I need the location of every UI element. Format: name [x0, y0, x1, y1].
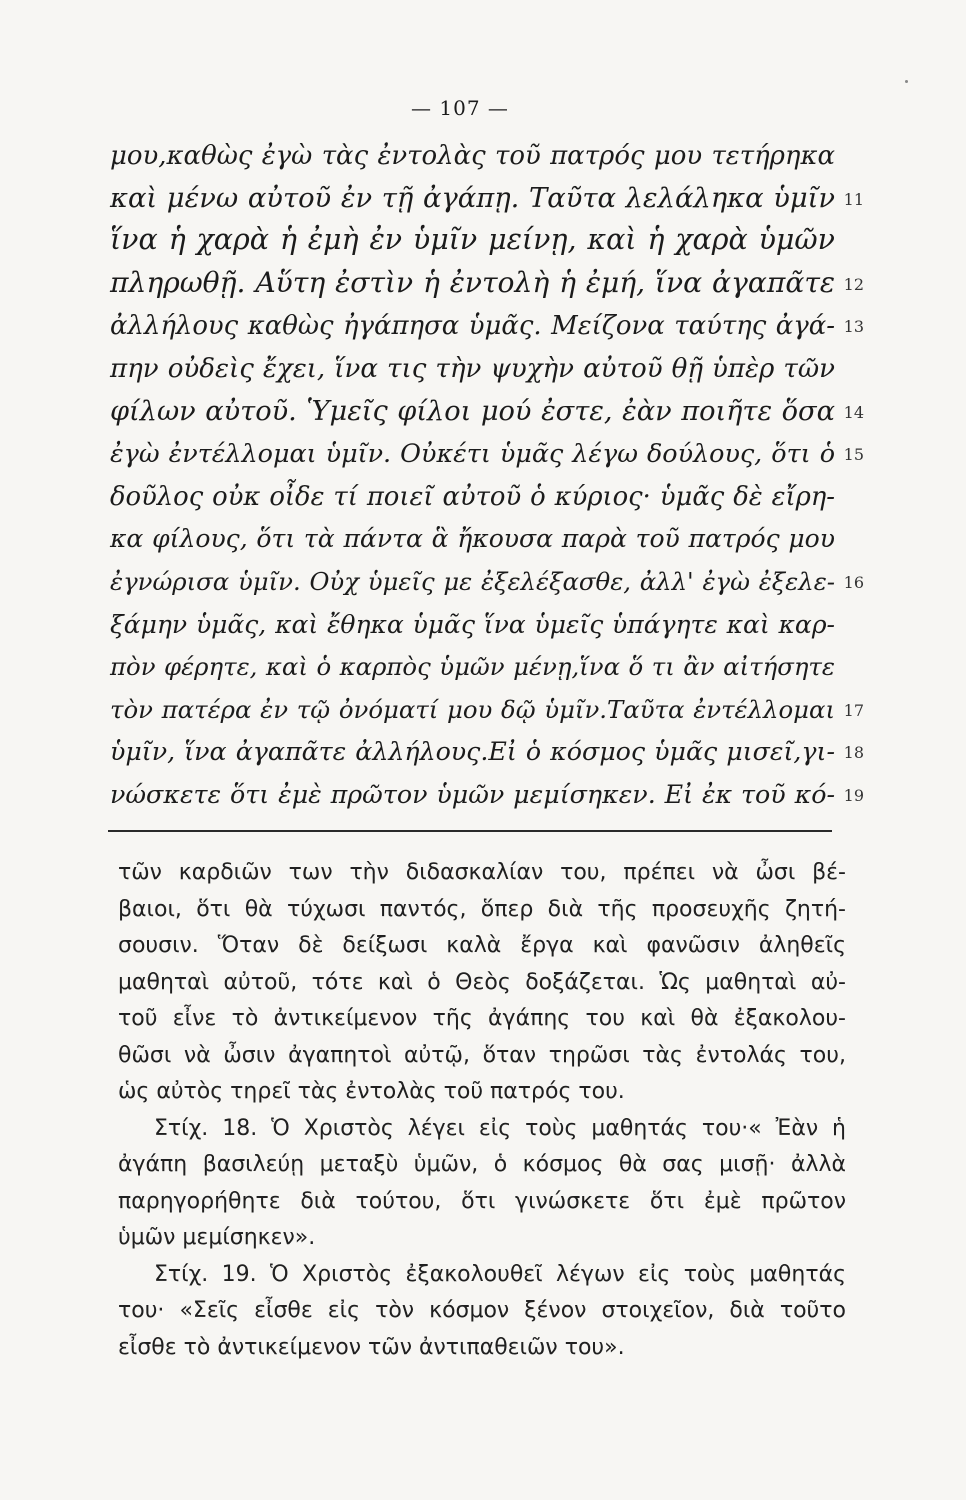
- scripture-line-text: φίλων αὐτοῦ. Ὑμεῖς φίλοι μού ἐστε, ἐὰν ποιῆτε ὅσα: [110, 395, 835, 427]
- scripture-line: [110, 304, 870, 347]
- commentary-line: [118, 1293, 846, 1330]
- verse-number: 19: [843, 785, 864, 805]
- scripture-line-text: ἐγὼ ἐντέλλομαι ὑμῖν. Οὐκέτι ὑμᾶς λέγω δούλους, ὅτι ὁ: [110, 438, 835, 469]
- commentary-line: [118, 1257, 846, 1294]
- scripture-line: [110, 347, 870, 390]
- commentary-line-text: ὡς αὐτὸς τηρεῖ τὰς ἐντολὰς τοῦ πατρός του.: [118, 1079, 625, 1104]
- verse-number: 11: [843, 189, 864, 209]
- commentary-line: [118, 1330, 846, 1367]
- commentary-line-text: Στίχ. 18. Ὁ Χριστὸς λέγει εἰς τοὺς μαθητάς του·« Ἐὰν ἡ: [154, 1115, 846, 1141]
- commentary-line: [118, 1111, 846, 1148]
- scripture-line: [110, 219, 870, 262]
- commentary-line: [118, 1074, 846, 1111]
- scripture-line-text: ὑμῖν, ἵνα ἀγαπᾶτε ἀλλήλους.Εἰ ὁ κόσμος ὑμᾶς μισεῖ,γι-: [110, 737, 835, 767]
- scripture-line-text: ἐγνώρισα ὑμῖν. Οὐχ ὑμεῖς με ἐξελέξασθε, ἀλλ' ἐγὼ ἐξελε-: [110, 566, 835, 596]
- scripture-line: [110, 177, 870, 220]
- scripture-line: [110, 773, 870, 816]
- commentary-line-text: μαθηταὶ αὐτοῦ, τότε καὶ ὁ Θεὸς δοξάζεται. Ὡς μαθηταὶ αὐ-: [118, 969, 846, 995]
- scripture-line-text: πὸν φέρητε, καὶ ὁ καρπὸς ὑμῶν μένῃ,ἵνα ὅ τι ἂν αἰτήσητε: [110, 652, 835, 682]
- scripture-line-text: ξάμην ὑμᾶς, καὶ ἔθηκα ὑμᾶς ἵνα ὑμεῖς ὑπάγητε καὶ καρ-: [110, 609, 835, 639]
- commentary-line: [118, 965, 846, 1002]
- commentary-line: [118, 1184, 846, 1221]
- commentary-line: [118, 892, 846, 929]
- scripture-text-block: [110, 134, 870, 816]
- verse-number: 17: [843, 700, 864, 720]
- scripture-line: [110, 134, 870, 177]
- scripture-line: [110, 390, 870, 433]
- scripture-line: [110, 645, 870, 688]
- verse-number: 16: [843, 572, 864, 592]
- scripture-line: [110, 560, 870, 603]
- commentary-line: [118, 1147, 846, 1184]
- scripture-line: [110, 603, 870, 646]
- commentary-line: [118, 1220, 846, 1257]
- commentary-line-text: εἶσθε τὸ ἀντικείμενον τῶν ἀντιπαθειῶν του».: [118, 1334, 625, 1360]
- scripture-line-text: ἵνα ἡ χαρὰ ἡ ἐμὴ ἐν ὑμῖν μείνῃ, καὶ ἡ χαρὰ ὑμῶν: [110, 223, 835, 257]
- commentary-line: [118, 928, 846, 965]
- scripture-line-text: μου,καθὼς ἐγὼ τὰς ἐντολὰς τοῦ πατρός μου τετήρηκα: [110, 141, 835, 171]
- scripture-line-text: νώσκετε ὅτι ἐμὲ πρῶτον ὑμῶν μεμίσηκεν. Εἰ ἐκ τοῦ κό-: [110, 778, 835, 809]
- page-number: — 107 —: [411, 96, 509, 120]
- scripture-line-text: δοῦλος οὐκ οἶδε τί ποιεῖ αὐτοῦ ὁ κύριος· ὑμᾶς δὲ εἴρη-: [110, 481, 835, 512]
- commentary-line-text: ἀγάπη βασιλεύῃ μεταξὺ ὑμῶν, ὁ κόσμος θὰ σας μισῇ· ἀλλὰ: [118, 1152, 846, 1177]
- scripture-line: [110, 475, 870, 518]
- commentary-line-text: σουσιν. Ὅταν δὲ δείξωσι καλὰ ἔργα καὶ φανῶσιν ἀληθεῖς: [118, 933, 846, 958]
- commentary-line-text: τῶν καρδιῶν των τὴν διδασκαλίαν του, πρέπει νὰ ὦσι βέ-: [118, 860, 846, 885]
- scripture-line: [110, 730, 870, 773]
- commentary-line-text: ὑμῶν μεμίσηκεν».: [118, 1225, 316, 1250]
- footnote-divider: [108, 830, 832, 832]
- scripture-line-text: πληρωθῇ. Αὕτη ἐστὶν ἡ ἐντολὴ ἡ ἐμή, ἵνα ἀγαπᾶτε: [110, 265, 835, 299]
- scripture-line: [110, 432, 870, 475]
- verse-number: 18: [843, 743, 864, 763]
- scripture-line: [110, 688, 870, 731]
- commentary-line-text: θῶσι νὰ ὦσιν ἀγαπητοὶ αὐτῷ, ὅταν τηρῶσι τὰς ἐντολάς του,: [118, 1042, 846, 1068]
- scripture-line-text: τὸν πατέρα ἐν τῷ ὀνόματί μου δῷ ὑμῖν.Ταῦτα ἐντέλλομαι: [110, 694, 835, 724]
- commentary-line-text: παρηγορήθητε διὰ τούτου, ὅτι γινώσκετε ὅτι ἐμὲ πρῶτον: [118, 1188, 846, 1214]
- commentary-line: [118, 1001, 846, 1038]
- commentary-line-text: του· «Σεῖς εἶσθε εἰς τὸν κόσμον ξένον στοιχεῖον, διὰ τοῦτο: [118, 1298, 846, 1323]
- scripture-line-text: κα φίλους, ὅτι τὰ πάντα ἃ ἤκουσα παρὰ τοῦ πατρός μου: [110, 524, 835, 554]
- commentary-line: [118, 1038, 846, 1075]
- verse-number: 13: [843, 317, 864, 337]
- commentary-line-text: βαιοι, ὅτι θὰ τύχωσι παντός, ὅπερ διὰ τῆς προσευχῆς ζητή-: [118, 896, 846, 922]
- scripture-line-text: ἀλλήλους καθὼς ἠγάπησα ὑμᾶς. Μείζονα ταύτης ἀγά-: [110, 311, 835, 342]
- commentary-line: [118, 855, 846, 892]
- scripture-line: [110, 262, 870, 305]
- page-speck: [905, 80, 908, 83]
- scripture-line: [110, 517, 870, 560]
- scripture-line-text: καὶ μένω αὐτοῦ ἐν τῇ ἀγάπῃ. Ταῦτα λελάληκα ὑμῖν: [110, 182, 835, 214]
- scripture-line-text: πην οὐδεὶς ἔχει, ἵνα τις τὴν ψυχὴν αὐτοῦ θῇ ὑπὲρ τῶν: [110, 353, 835, 384]
- verse-number: 14: [843, 402, 864, 422]
- verse-number: 15: [843, 445, 864, 465]
- commentary-line-text: τοῦ εἶνε τὸ ἀντικείμενον τῆς ἀγάπης του καὶ θὰ ἐξακολου-: [118, 1006, 846, 1031]
- commentary-text-block: [118, 855, 846, 1366]
- verse-number: 12: [843, 274, 864, 294]
- commentary-line-text: Στίχ. 19. Ὁ Χριστὸς ἐξακολουθεῖ λέγων εἰς τοὺς μαθητάς: [154, 1261, 846, 1287]
